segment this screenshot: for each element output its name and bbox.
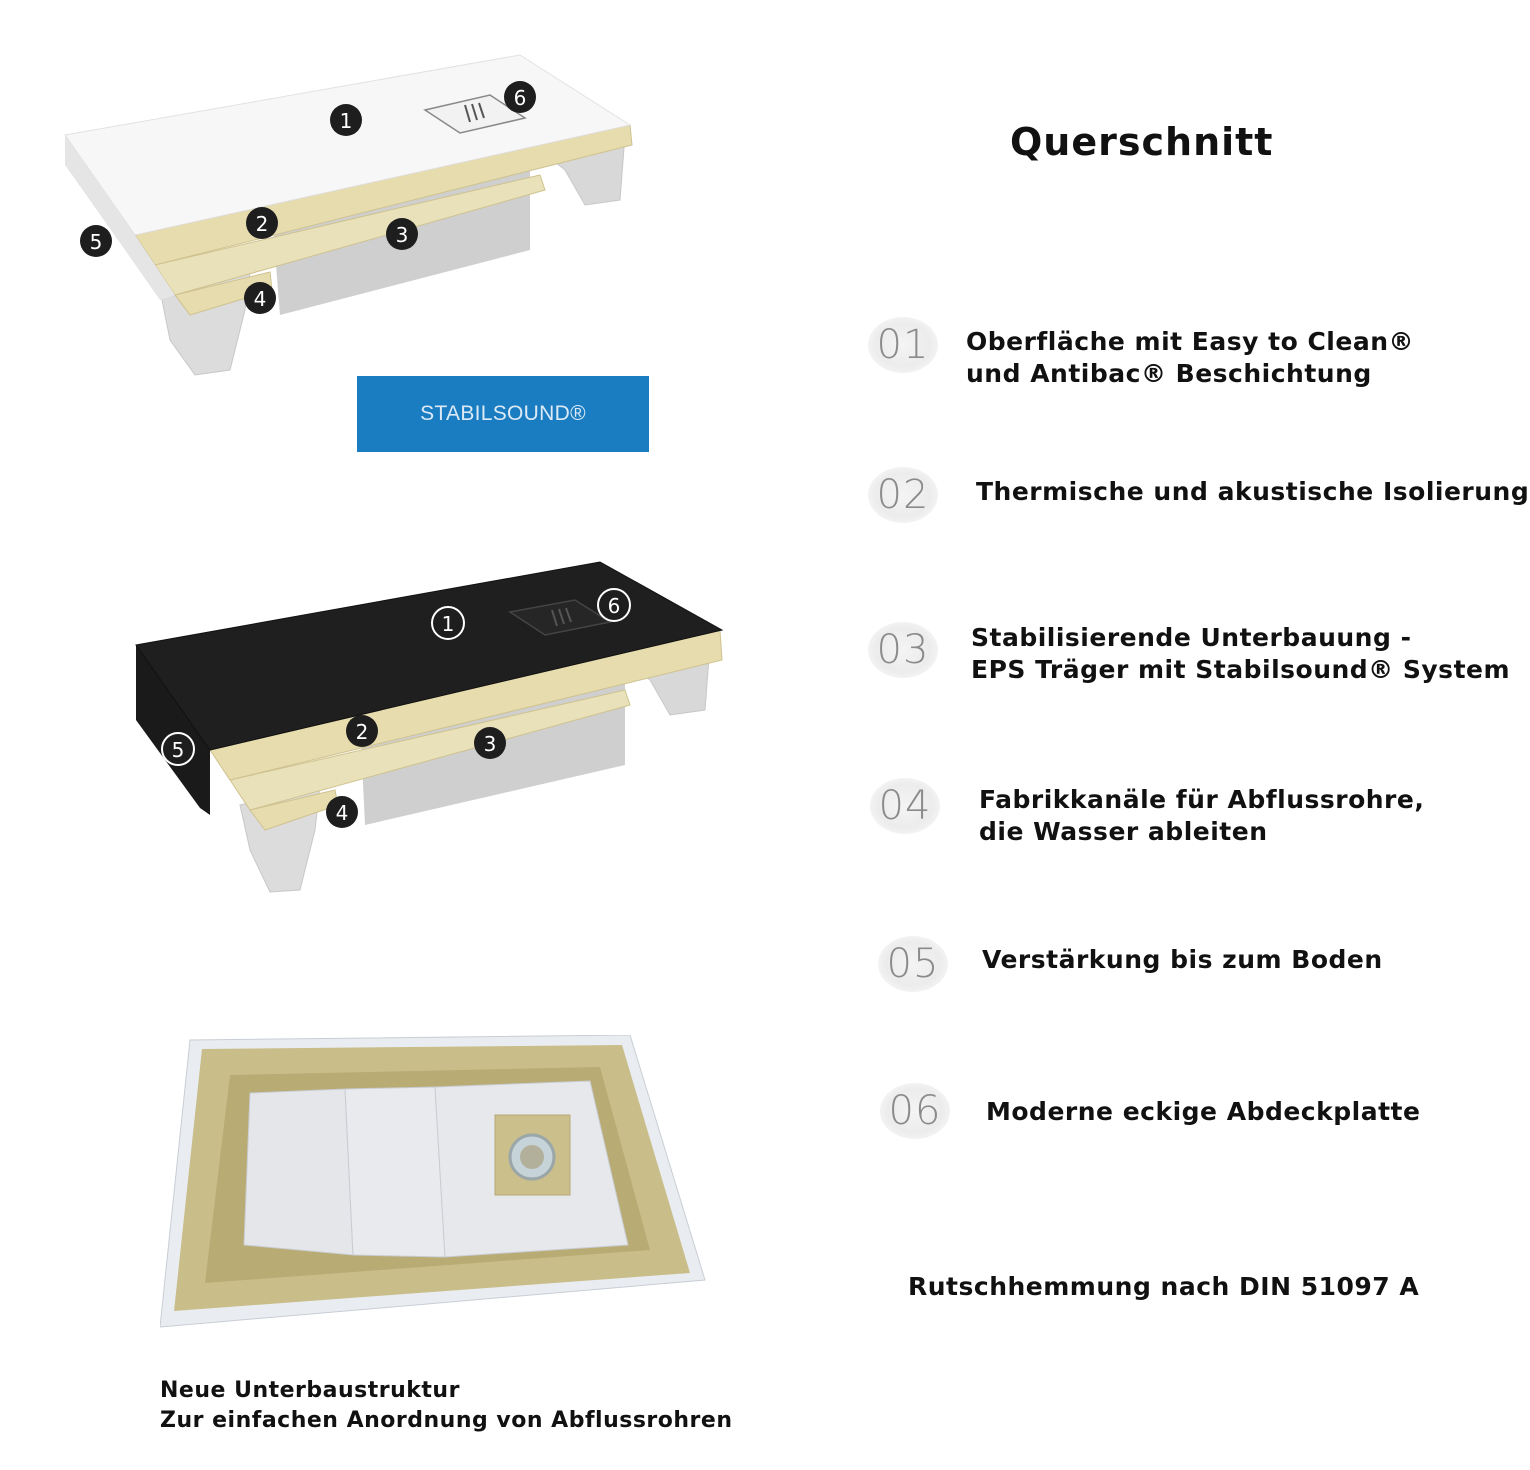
page-title: Querschnitt xyxy=(1010,120,1274,164)
feature-line: Moderne eckige Abdeckplatte xyxy=(986,1097,1421,1126)
feature-number-03: 03 xyxy=(868,622,938,678)
feature-line: Stabilisierende Unterbauung - xyxy=(971,623,1412,652)
understructure-photo xyxy=(160,1035,710,1330)
feature-line: EPS Träger mit Stabilsound® System xyxy=(971,655,1511,684)
svg-text:1: 1 xyxy=(339,109,353,133)
feature-line: die Wasser ableiten xyxy=(979,817,1268,846)
caption-line: Zur einfachen Anordnung von Abflussrohren xyxy=(160,1408,733,1433)
callout-2 xyxy=(246,207,278,239)
svg-text:3: 3 xyxy=(483,732,497,756)
drain-opening xyxy=(495,1115,570,1195)
callout-3 xyxy=(386,218,418,250)
feature-number-06: 06 xyxy=(880,1083,950,1139)
caption-line: Neue Unterbaustruktur xyxy=(160,1378,460,1403)
photo-caption xyxy=(160,1376,732,1436)
callout-1 xyxy=(432,607,464,639)
callout-6 xyxy=(598,589,630,621)
feature-text-02 xyxy=(976,476,1529,508)
feature-line: Verstärkung bis zum Boden xyxy=(982,945,1383,974)
callout-1 xyxy=(330,104,362,136)
stabilsound-badge: STABILSOUND® xyxy=(357,376,649,452)
feature-number-01: 01 xyxy=(868,317,938,373)
callout-2 xyxy=(346,715,378,747)
eps-plate-left xyxy=(244,1089,353,1255)
callout-4 xyxy=(244,282,276,314)
callout-3 xyxy=(474,727,506,759)
feature-text-03 xyxy=(971,622,1510,686)
svg-text:6: 6 xyxy=(513,86,527,110)
svg-text:3: 3 xyxy=(395,223,409,247)
feature-line: Oberfläche mit Easy to Clean® xyxy=(966,327,1414,356)
feature-line: Fabrikkanäle für Abflussrohre, xyxy=(979,785,1425,814)
feature-number-04: 04 xyxy=(870,778,940,834)
eps-plate-middle xyxy=(345,1087,445,1257)
callout-6 xyxy=(504,81,536,113)
svg-text:2: 2 xyxy=(255,212,269,236)
feature-line: und Antibac® Beschichtung xyxy=(966,359,1372,388)
svg-text:5: 5 xyxy=(171,738,185,762)
feature-text-01 xyxy=(966,326,1414,390)
black-tray-diagram xyxy=(120,550,740,900)
svg-text:4: 4 xyxy=(335,801,349,825)
feature-text-06 xyxy=(986,1096,1420,1128)
white-tray-diagram xyxy=(40,40,660,390)
feature-text-04 xyxy=(979,784,1424,848)
svg-text:1: 1 xyxy=(441,612,455,636)
svg-text:6: 6 xyxy=(607,594,621,618)
feature-number-05: 05 xyxy=(878,936,948,992)
feature-line: Thermische und akustische Isolierung xyxy=(976,477,1530,506)
svg-text:4: 4 xyxy=(253,287,267,311)
feature-number-02: 02 xyxy=(868,467,938,523)
svg-text:2: 2 xyxy=(355,720,369,744)
callout-5 xyxy=(80,225,112,257)
svg-text:5: 5 xyxy=(89,230,103,254)
callout-5 xyxy=(162,733,194,765)
feature-text-05 xyxy=(982,944,1383,976)
slip-resistance-note: Rutschhemmung nach DIN 51097 A xyxy=(908,1272,1420,1301)
callout-4 xyxy=(326,796,358,828)
